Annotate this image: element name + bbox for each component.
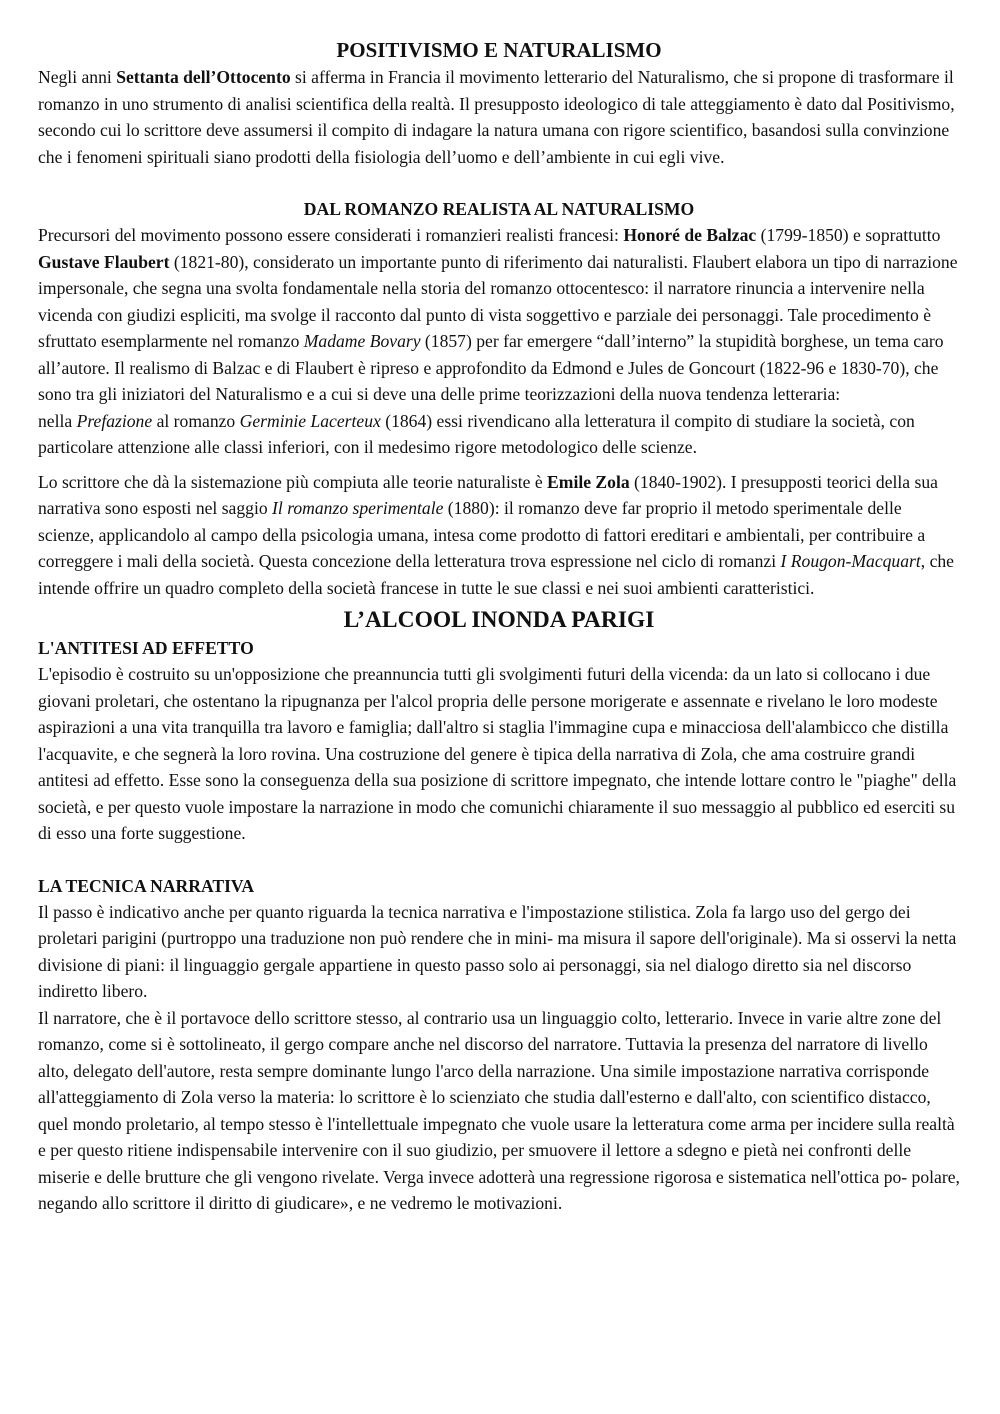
subheading-antitesi: L'ANTITESI AD EFFETTO	[38, 638, 254, 658]
bold-text: Settanta dell’Ottocento	[116, 67, 291, 87]
italic-text: Madame Bovary	[303, 331, 421, 351]
text-run: al romanzo	[152, 410, 240, 431]
paragraph-zola	[38, 469, 960, 602]
section-title-alcool: L’ALCOOL INONDA PARIGI	[343, 607, 655, 633]
italic-text: Prefazione	[76, 410, 153, 431]
text-run: (1880): il romanzo deve far proprio il metodo sperimentale delle scienze, applicandolo al campo della psicologia umana, intesa come prodotto di fattori ereditari e ambientali, per contribuire a correggere i mali della società. Questa concezione della letteratura trova espressione nel ciclo di romanzi	[38, 498, 926, 571]
paragraph-naturalismo-intro	[38, 64, 960, 170]
bold-text: Honoré de Balzac	[623, 225, 757, 245]
subheading-tecnica: LA TECNICA NARRATIVA	[38, 875, 255, 896]
text-run: Lo scrittore che dà la sistemazione più compiuta alle teorie naturaliste è	[38, 471, 548, 492]
paragraph-narratore: Il narratore, che è il portavoce dello scrittore stesso, al contrario usa un linguaggio colto, letterario. Invece in varie altre zone del romanzo, come si è sottolineato, il gergo compare anche nel discorso del narratore. Tuttavia la presenza del narratore di livello alto, delegato dell'autore, resta sempre dominante lungo l'arco della narrazione. Una simile impostazione narrativa corrisponde all'atteggiamento di Zola verso la materia: lo scrittore è lo scienziato che studia dall'esterno e dall'alto, con scientifico distacco, quel mondo proletario, al tempo stesso è l'intellettuale impegnato che vuole usare la letteratura come arma per incidere sulla realtà e per questo ritiene indispensabile intervenire con il suo giudizio, per smuovere il lettore a sdegno e pietà nei confronti delle miserie e delle brutture che gli vengono rivelate. Verga invece adotterà una regressione rigorosa e sistematica nell'ottica po- polare, negando allo scrittore il diritto di giudicare», e ne vedremo le motivazioni.	[38, 1007, 960, 1213]
text-run: (1799-1850) e soprattutto	[756, 225, 941, 245]
text-run: , che intende offrire un quadro completo della società francese in tutte le sue classi e nei suoi ambienti caratteristici.	[38, 551, 954, 598]
text-run: (1857) per far emergere “dall’interno” la stupidità borghese, un tema caro all’autore. Il realismo di Balzac e di Flaubert è ripreso e approfondito da Edmond e Jules de Goncourt (1822-96 e 1830-70), che sono tra gli iniziatori del Naturalismo e a cui si deve una delle prime teorizzazioni della nuova tendenza letteraria:	[38, 331, 944, 404]
italic-text: Il romanzo sperimentale	[272, 498, 444, 518]
paragraph-tecnica: Il passo è indicativo anche per quanto riguarda la tecnica narrativa e l'impostazione stilistica. Zola fa largo uso del gergo dei proletari parigini (purtroppo una traduzione non può rendere che in mini- ma misura il sapore dell'originale). Ma si osservi la netta divisione di piani: il linguaggio gergale appartiene in questo passo solo ai personaggi, sia nel dialogo diretto sia nel discorso indiretto libero.	[38, 901, 957, 1001]
bold-text: Gustave Flaubert	[38, 251, 170, 272]
bold-text: Emile Zola	[547, 471, 630, 492]
italic-text: Germinie Lacerteux	[239, 410, 381, 431]
paragraph-precursori	[38, 222, 960, 461]
text-run: Precursori del movimento possono essere considerati i romanzieri realisti francesi:	[38, 225, 624, 245]
text-run: Negli anni	[38, 67, 117, 87]
section-title-positivismo: POSITIVISMO E NATURALISMO	[336, 38, 662, 62]
text-run: (1821-80), considerato un importante punto di riferimento dai naturalisti. Flaubert elabora un tipo di narrazione impersonale, che segna una svolta fondamentale nella storia del romanzo ottocentesco: il narratore rinuncia a intervenire nella vicenda con giudizi espliciti, ma svolge il racconto dal punto di vista soggettivo e parziale dei personaggi. Tale procedimento è sfruttato esemplarmente nel romanzo	[38, 251, 958, 351]
italic-text: I Rougon-Macquart	[780, 551, 921, 571]
paragraph-antitesi: L'episodio è costruito su un'opposizione che preannuncia tutti gli svolgimenti futuri della vicenda: da un lato si collocano i due giovani proletari, che ostentano la ripugnanza per l'alcol propria delle persone morigerate e assennate e rivelano le loro modeste aspirazioni a una vita tranquilla tra lavoro e famiglia; dall'altro si staglia l'immagine cupa e minacciosa dell'alambicco che distilla l'acquavite, e che segnerà la loro rovina. Una costruzione del genere è tipica della narrativa di Zola, che ama costruire grandi antitesi ad effetto. Esse sono la conseguenza della sua posizione di scrittore impegnato, che intende lottare contro le "piaghe" della società, e per questo vuole impostare la narrazione in modo che comunichi chiaramente il suo messaggio al pubblico ed eserciti su di esso una forte suggestione.	[38, 664, 957, 843]
text-run: nella	[38, 410, 77, 431]
text-run: (1840-1902). I presupposti teorici della sua narrativa sono esposti nel saggio	[38, 471, 938, 518]
text-run: si afferma in Francia il movimento letterario del Naturalismo, che si propone di trasformare il romanzo in uno strumento di analisi scientifica della realtà. Il presupposto ideologico di tale atteggiamento è dato dal Positivismo, secondo cui lo scrittore deve assumersi il compito di indagare la natura umana con rigore scientifico, basandosi sulla convinzione che i fenomeni spirituali siano prodotti della fisiologia dell’uomo e dell’ambiente in cui egli vive.	[38, 67, 955, 167]
section-title-romanzo-realista: DAL ROMANZO REALISTA AL NATURALISMO	[303, 199, 695, 219]
text-run: (1864) essi rivendicano alla letteratura il compito di studiare la società, con particolare attenzione alle classi inferiori, con il medesimo rigore metodologico delle scienze.	[38, 410, 915, 457]
